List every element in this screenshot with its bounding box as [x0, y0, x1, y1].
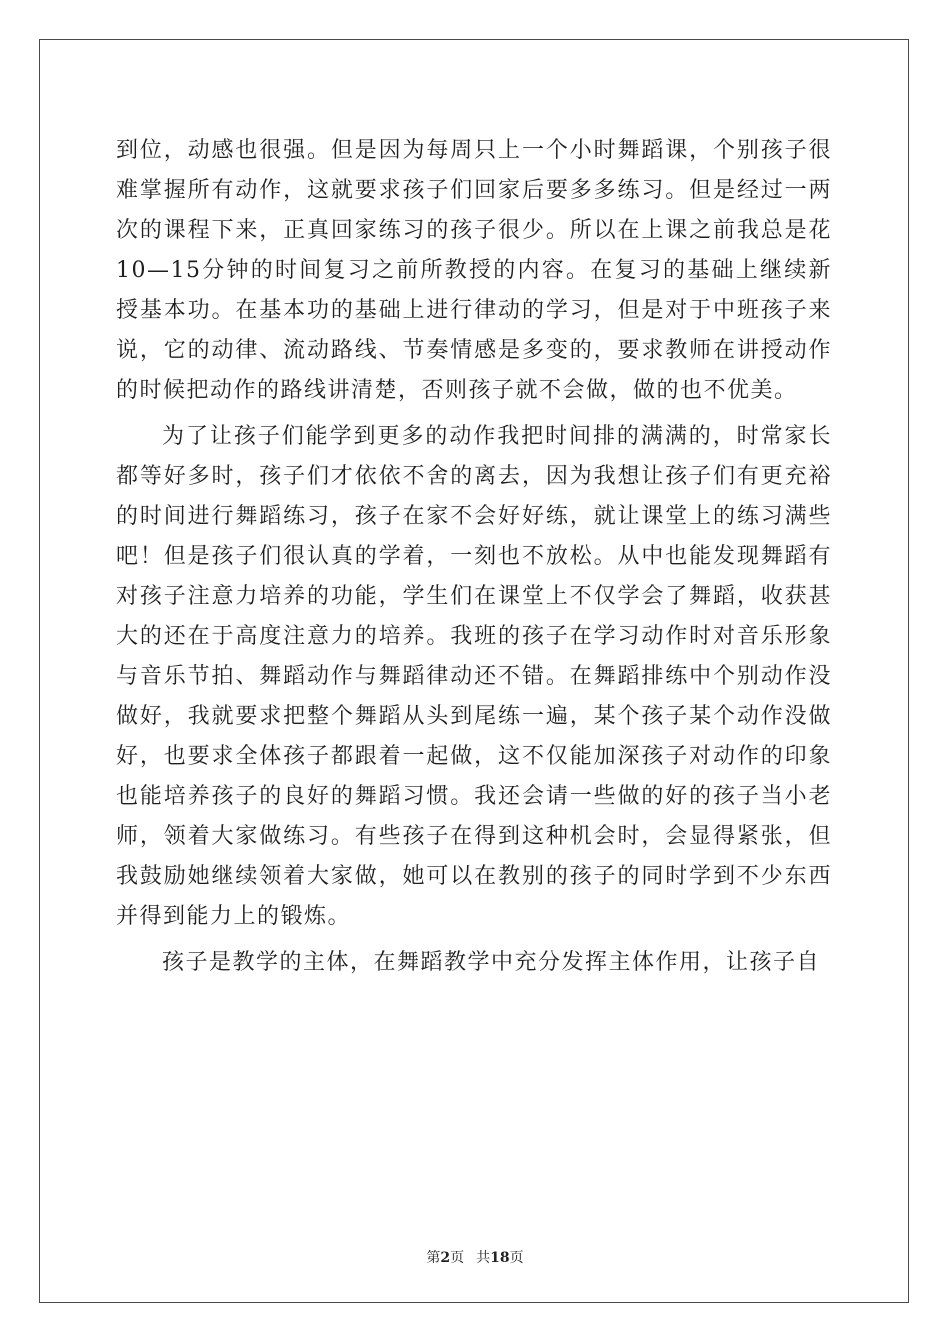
total-pages: 18: [490, 1250, 510, 1266]
page-footer: [0, 1247, 950, 1267]
paragraph-2: 为了让孩子们能学到更多的动作我把时间排的满满的，时常家长都等好多时，孩子们才依依不舍的离去，因为我想让孩子们有更充裕的时间进行舞蹈练习，孩子在家不会好好练，就让课堂上的练习满些吧！但是孩子们很认真的学着，一刻也不放松。从中也能发现舞蹈有对孩子注意力培养的功能，学生们在课堂上不仅学会了舞蹈，收获甚大的还在于高度注意力的培养。我班的孩子在学习动作时对音乐形象与音乐节拍、舞蹈动作与舞蹈律动还不错。在舞蹈排练中个别动作没做好，我就要求把整个舞蹈从头到尾练一遍，某个孩子某个动作没做好，也要求全体孩子都跟着一起做，这不仅能加深孩子对动作的印象也能培养孩子的良好的舞蹈习惯。我还会请一些做的好的孩子当小老师，领着大家做练习。有些孩子在得到这种机会时，会显得紧张，但我鼓励她继续领着大家做，她可以在教别的孩子的同时学到不少东西并得到能力上的锻炼。: [116, 424, 832, 929]
page-prefix: 第: [426, 1250, 441, 1266]
page-suffix: 页: [450, 1250, 465, 1266]
document-body: [116, 131, 832, 989]
paragraph-1: 到位，动感也很强。但是因为每周只上一个小时舞蹈课，个别孩子很难掌握所有动作，这就要求孩子们回家后要多多练习。但是经过一两次的课程下来，正真回家练习的孩子很少。所以在上课之前我总是花10—15分钟的时间复习之前所教授的内容。在复习的基础上继续新授基本功。在基本功的基础上进行律动的学习，但是对于中班孩子来说，它的动律、流动路线、节奏情感是多变的，要求教师在讲授动作的时候把动作的路线讲清楚，否则孩子就不会做，做的也不优美。: [116, 138, 832, 403]
total-suffix: 页: [509, 1250, 524, 1266]
page-number: 2: [440, 1250, 451, 1266]
total-prefix: 共: [476, 1250, 491, 1266]
paragraph-3: 孩子是教学的主体，在舞蹈教学中充分发挥主体作用，让孩子自: [162, 950, 821, 975]
